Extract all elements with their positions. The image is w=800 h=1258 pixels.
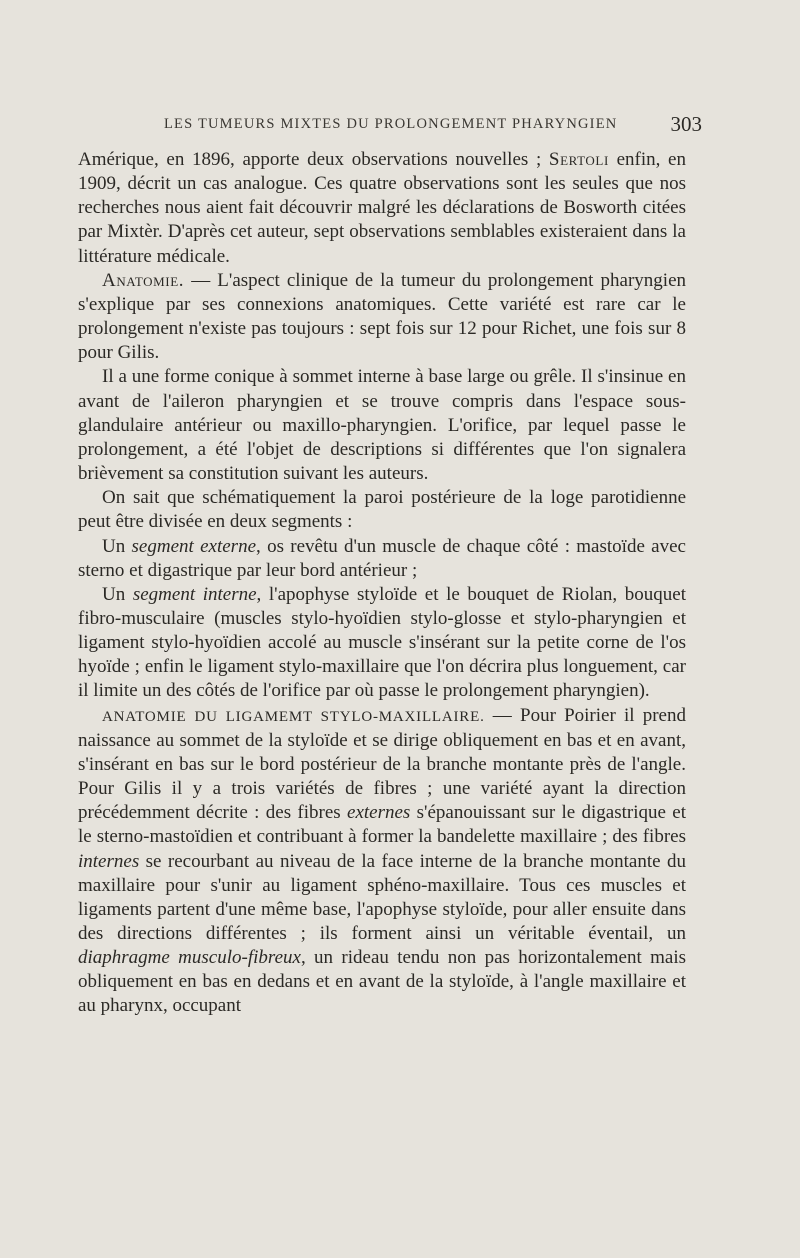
paragraph-segment-externe: Un segment externe, os revêtu d'un muscle de chaque côté : mastoïde avec sterno et digastrique par leur bord antérieur ; xyxy=(78,535,686,581)
paragraph-paroi: On sait que schématiquement la paroi postérieure de la loge parotidienne peut être divisée en deux segments : xyxy=(78,487,686,533)
body-text xyxy=(78,148,686,1019)
paragraph-forme: Il a une forme conique à sommet interne à base large ou grêle. Il s'insinue en avant de l'aileron pharyngien et se trouve compris dans l'espace sous-glandulaire antérieur ou maxillo-pharyngien. L'orifice, par lequel passe le prolongement, a été l'objet de descriptions si différentes que l'on signalera brièvement sa constitution suivant les auteurs. xyxy=(78,366,686,485)
section-heading-anatomie: Anatomie. xyxy=(102,269,185,291)
running-title: LES TUMEURS MIXTES DU PROLONGEMENT PHARYNGIEN xyxy=(164,116,618,132)
term-internes: internes xyxy=(78,850,140,872)
paragraph-intro: Amérique, en 1896, apporte deux observations nouvelles ; Sertoli enfin, en 1909, décrit un cas analogue. Ces quatre observations sont les seules que nos recherches nous aient fait découvrir malgré les déclarations de Bosworth citées par Mixtèr. D'après cet auteur, sept observations semblables existeraient dans la littérature médicale. xyxy=(78,149,686,267)
term-externes: externes xyxy=(347,802,411,824)
paragraph-ligament: ANATOMIE DU LIGAMEMT STYLO-MAXILLAIRE. — Pour Poirier il prend naissance au sommet de la styloïde et se dirige obliquement en bas et en avant, s'insérant en bas sur le bord postérieur de la branche montante près de l'angle. Pour Gilis il y a trois variétés de fibres ; une variété ayant la direction précédemment décrite : des fibres externes s'épanouissant sur le digastrique et le sterno-mastoïdien et contribuant à former la bandelette maxillaire ; des fibres internes se recourbant au niveau de la face interne de la branche montante du maxillaire pour s'unir au ligament sphéno-maxillaire. Tous ces muscles et ligaments partent d'une même base, l'apophyse styloïde, pour aller ensuite dans des directions différentes ; ils forment ainsi un véritable éventail, un diaphragme musculo-fibreux, un rideau tendu non pas horizontalement mais obliquement en bas en dedans et en avant de la styloïde, à l'angle maxillaire et au pharynx, occupant xyxy=(78,704,686,1017)
paragraph-anatomie: Anatomie. — L'aspect clinique de la tumeur du prolongement pharyngien s'explique par ses connexions anatomiques. Cette variété est rare car le prolongement n'existe pas toujours : sept fois sur 12 pour Richet, une fois sur 8 pour Gilis. xyxy=(78,269,686,364)
author-name: Sertoli xyxy=(548,149,609,170)
page-number: 303 xyxy=(670,112,702,136)
section-heading-ligament: ANATOMIE DU LIGAMEMT STYLO-MAXILLAIRE. xyxy=(102,708,485,725)
page-header xyxy=(80,108,708,140)
paragraph-segment-interne: Un segment interne, l'apophyse styloïde et le bouquet de Riolan, bouquet fibro-musculaire (muscles stylo-hyoïdien stylo-glosse et stylo-pharyngien et ligament stylo-hyoïdien accolé au muscle s'insérant sur la petite corne de l'os hyoïde ; enfin le ligament stylo-maxillaire que l'on décrira plus longuement, car il limite un des côtés de l'orifice par où passe le prolongement pharyngien). xyxy=(78,583,687,702)
term-segment-externe: segment externe xyxy=(131,535,257,557)
term-segment-interne: segment interne xyxy=(132,583,257,605)
term-diaphragme: diaphragme musculo-fibreux xyxy=(78,947,301,969)
